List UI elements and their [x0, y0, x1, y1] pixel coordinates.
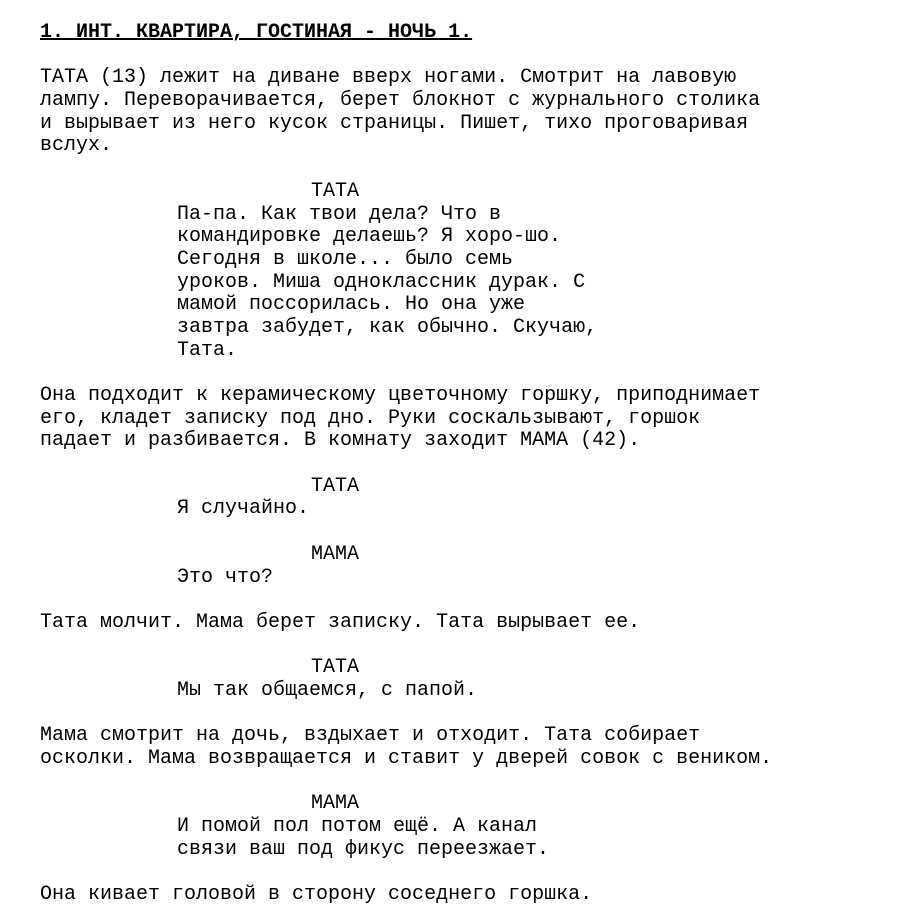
spacer: [40, 635, 890, 658]
spacer: [40, 158, 890, 181]
screenplay-page: [40, 22, 890, 907]
dialogue-block: [40, 793, 890, 861]
dialogue-line: командировке делаешь? Я хоро-шо.: [177, 225, 562, 249]
character-name: ТАТА: [311, 474, 360, 498]
dialogue-line: уроков. Миша одноклассник дурак. С: [177, 270, 586, 294]
character-name: ТАТА: [311, 179, 360, 203]
dialogue-line: Сегодня в школе... было семь: [177, 247, 514, 271]
dialogue-line: мамой поссорилась. Но она уже: [177, 293, 526, 317]
action-line: Тата молчит. Мама берет записку. Тата вырывает ее.: [40, 610, 641, 634]
action-block: [40, 612, 890, 635]
action-block: [40, 884, 890, 907]
dialogue-line: связи ваш под фикус переезжает.: [177, 837, 550, 861]
dialogue-line: завтра забудет, как обычно. Скучаю,: [177, 315, 598, 339]
action-line: Она кивает головой в сторону соседнего горшка.: [40, 883, 593, 907]
scene-heading: 1. ИНТ. КВАРТИРА, ГОСТИНАЯ - НОЧЬ 1.: [40, 21, 473, 44]
action-block: [40, 67, 890, 158]
action-block: [40, 725, 890, 770]
action-line: и вырывает из него кусок страницы. Пишет, тихо проговаривая: [40, 111, 749, 135]
dialogue-line: И помой пол потом ещё. А канал: [177, 815, 538, 839]
spacer: [40, 703, 890, 726]
action-line: ТАТА (13) лежит на диване вверх ногами. Смотрит на лавовую: [40, 66, 737, 90]
action-line: вслух.: [40, 134, 113, 158]
dialogue-block: [40, 657, 890, 702]
character-name: ТАТА: [311, 656, 360, 680]
dialogue-line: Мы так общаемся, с папой.: [177, 678, 478, 702]
dialogue-block: [40, 544, 890, 589]
action-line: Она подходит к керамическому цветочному горшку, приподнимает: [40, 384, 761, 407]
action-line: падает и разбивается. В комнату заходит МАМА (42).: [40, 429, 641, 453]
dialogue-line: Я случайно.: [177, 497, 310, 521]
script-body: [40, 45, 890, 907]
spacer: [40, 771, 890, 794]
spacer: [40, 362, 890, 385]
dialogue-line: Тата.: [177, 338, 238, 362]
dialogue-line: Это что?: [177, 565, 274, 589]
spacer: [40, 521, 890, 544]
dialogue-line: Па-па. Как твои дела? Что в: [177, 202, 502, 226]
spacer: [40, 589, 890, 612]
character-name: МАМА: [311, 792, 360, 816]
spacer: [40, 453, 890, 476]
dialogue-block: [40, 181, 890, 363]
spacer: [40, 45, 890, 68]
spacer: [40, 861, 890, 884]
action-block: [40, 385, 890, 453]
action-line: его, кладет записку под дно. Руки соскальзывают, горшок: [40, 406, 701, 430]
action-line: Мама смотрит на дочь, вздыхает и отходит. Тата собирает: [40, 724, 701, 748]
action-line: осколки. Мама возвращается и ставит у дверей совок с веником.: [40, 747, 773, 770]
action-line: лампу. Переворачивается, берет блокнот с журнального столика: [40, 89, 761, 113]
character-name: МАМА: [311, 542, 360, 566]
dialogue-block: [40, 476, 890, 521]
